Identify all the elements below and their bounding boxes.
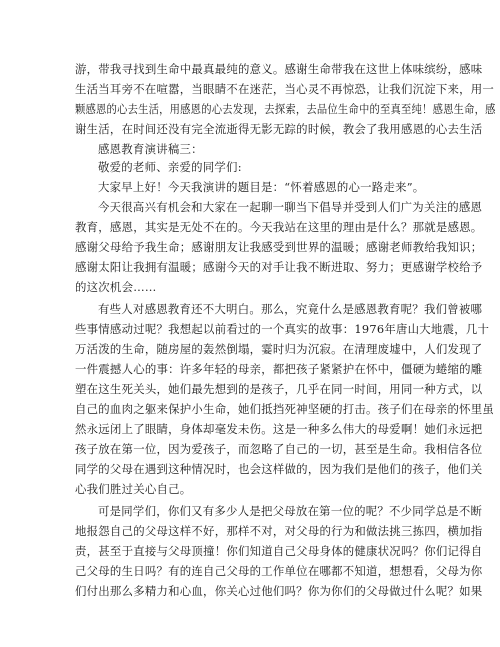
- salutation: 敬爱的老师、亲爱的同学们:: [98, 160, 242, 174]
- paragraph-line: 责，甚至于直接与父母顶撞！你们知道自己父母身体的健康状况吗？你们记得自: [75, 544, 483, 558]
- paragraph-line: 颗感恩的心去生活，用感恩的心去发现，去探索，去品位生命中的至真至纯！感恩生命，感: [75, 102, 496, 116]
- paragraph-line: 地报怨自己的父母这样不好，那样不对，对父母的行为和做法挑三拣四，横加指: [75, 524, 483, 538]
- paragraph-line: 感谢太阳让我拥有温暖；感谢今天的对手让我不断进取、努力；更感谢学校给予: [75, 260, 483, 274]
- paragraph-line: 同学的父母在遇到这种情况时，也会这样做的，因为我们是他们的孩子，他们关: [75, 462, 483, 476]
- paragraph-line: 己父母的生日吗？有的连自己父母的工作单位在哪都不知道，想想看，父母为你: [75, 564, 483, 578]
- paragraph-line: 游，带我寻找到生命中最真最纯的意义。感谢生命带我在这世上体味缤纷，感味: [75, 62, 483, 76]
- paragraph-line: 些事情感动过呢？我想起以前看过的一个真实的故事：1976年唐山大地震，几十: [75, 322, 490, 336]
- paragraph-line: 可是同学们，你们又有多少人是把父母放在第一位的呢？不少同学总是不断: [98, 504, 483, 518]
- greeting-line: 大家早上好！今天我演讲的题目是：“怀着感恩的心一路走来”。: [98, 180, 425, 194]
- paragraph-line: 们付出那么多精力和心血，你关心过他们吗？你为你们的父母做过什么呢？如果: [75, 584, 483, 598]
- section-heading: 感恩教育演讲稿三：: [98, 142, 203, 156]
- paragraph-line: 塑在这生死关头，她们最先想到的是孩子，几乎在同一时间，用同一种方式，以: [75, 382, 483, 396]
- paragraph-line: 的这次机会……: [75, 280, 157, 294]
- paragraph-line: 自己的血肉之躯来保护小生命，她们抵挡死神坚硬的打击。孩子们在母亲的怀里虽: [75, 402, 495, 416]
- paragraph-line: 今天很高兴有机会和大家在一起聊一聊当下倡导并受到人们广为关注的感恩: [98, 200, 483, 214]
- paragraph-line: 感谢父母给予我生命；感谢朋友让我感受到世界的温暖；感谢老师教给我知识；: [75, 240, 483, 254]
- paragraph-line: 然永远闭上了眼睛，身体却毫发未伤。这是一种多么伟大的母爱啊！她们永远把: [75, 422, 483, 436]
- paragraph-line: 心我们胜过关心自己。: [75, 482, 192, 496]
- paragraph-line: 万活泼的生命，随房屋的轰然倒塌，霎时归为沉寂。在清理废墟中，人们发现了: [75, 342, 483, 356]
- paragraph-line: 教育，感恩，其实是无处不在的。今天我站在这里的理由是什么？那就是感恩。: [75, 220, 483, 234]
- paragraph-line: 一件震撼人心的事：许多年轻的母亲，都把孩子紧紧护在怀中，僵硬为蜷缩的雕: [75, 362, 483, 376]
- paragraph-line: 生活当耳旁不在喧嚣，当眼睛不在迷茫，当心灵不再惊恐，让我们沉淀下来，用一: [75, 82, 495, 96]
- paragraph-line: 有些人对感恩教育还不大明白。那么，究竟什么是感恩教育呢？我们曾被哪: [98, 302, 483, 316]
- paragraph-line: 孩子放在第一位，因为爱孩子，而忽略了自己的一切，甚至是生命。我相信各位: [75, 442, 483, 456]
- paragraph-line: 谢生活，在时间还没有完全流逝得无影无踪的时候，教会了我用感恩的心去生活: [75, 122, 483, 136]
